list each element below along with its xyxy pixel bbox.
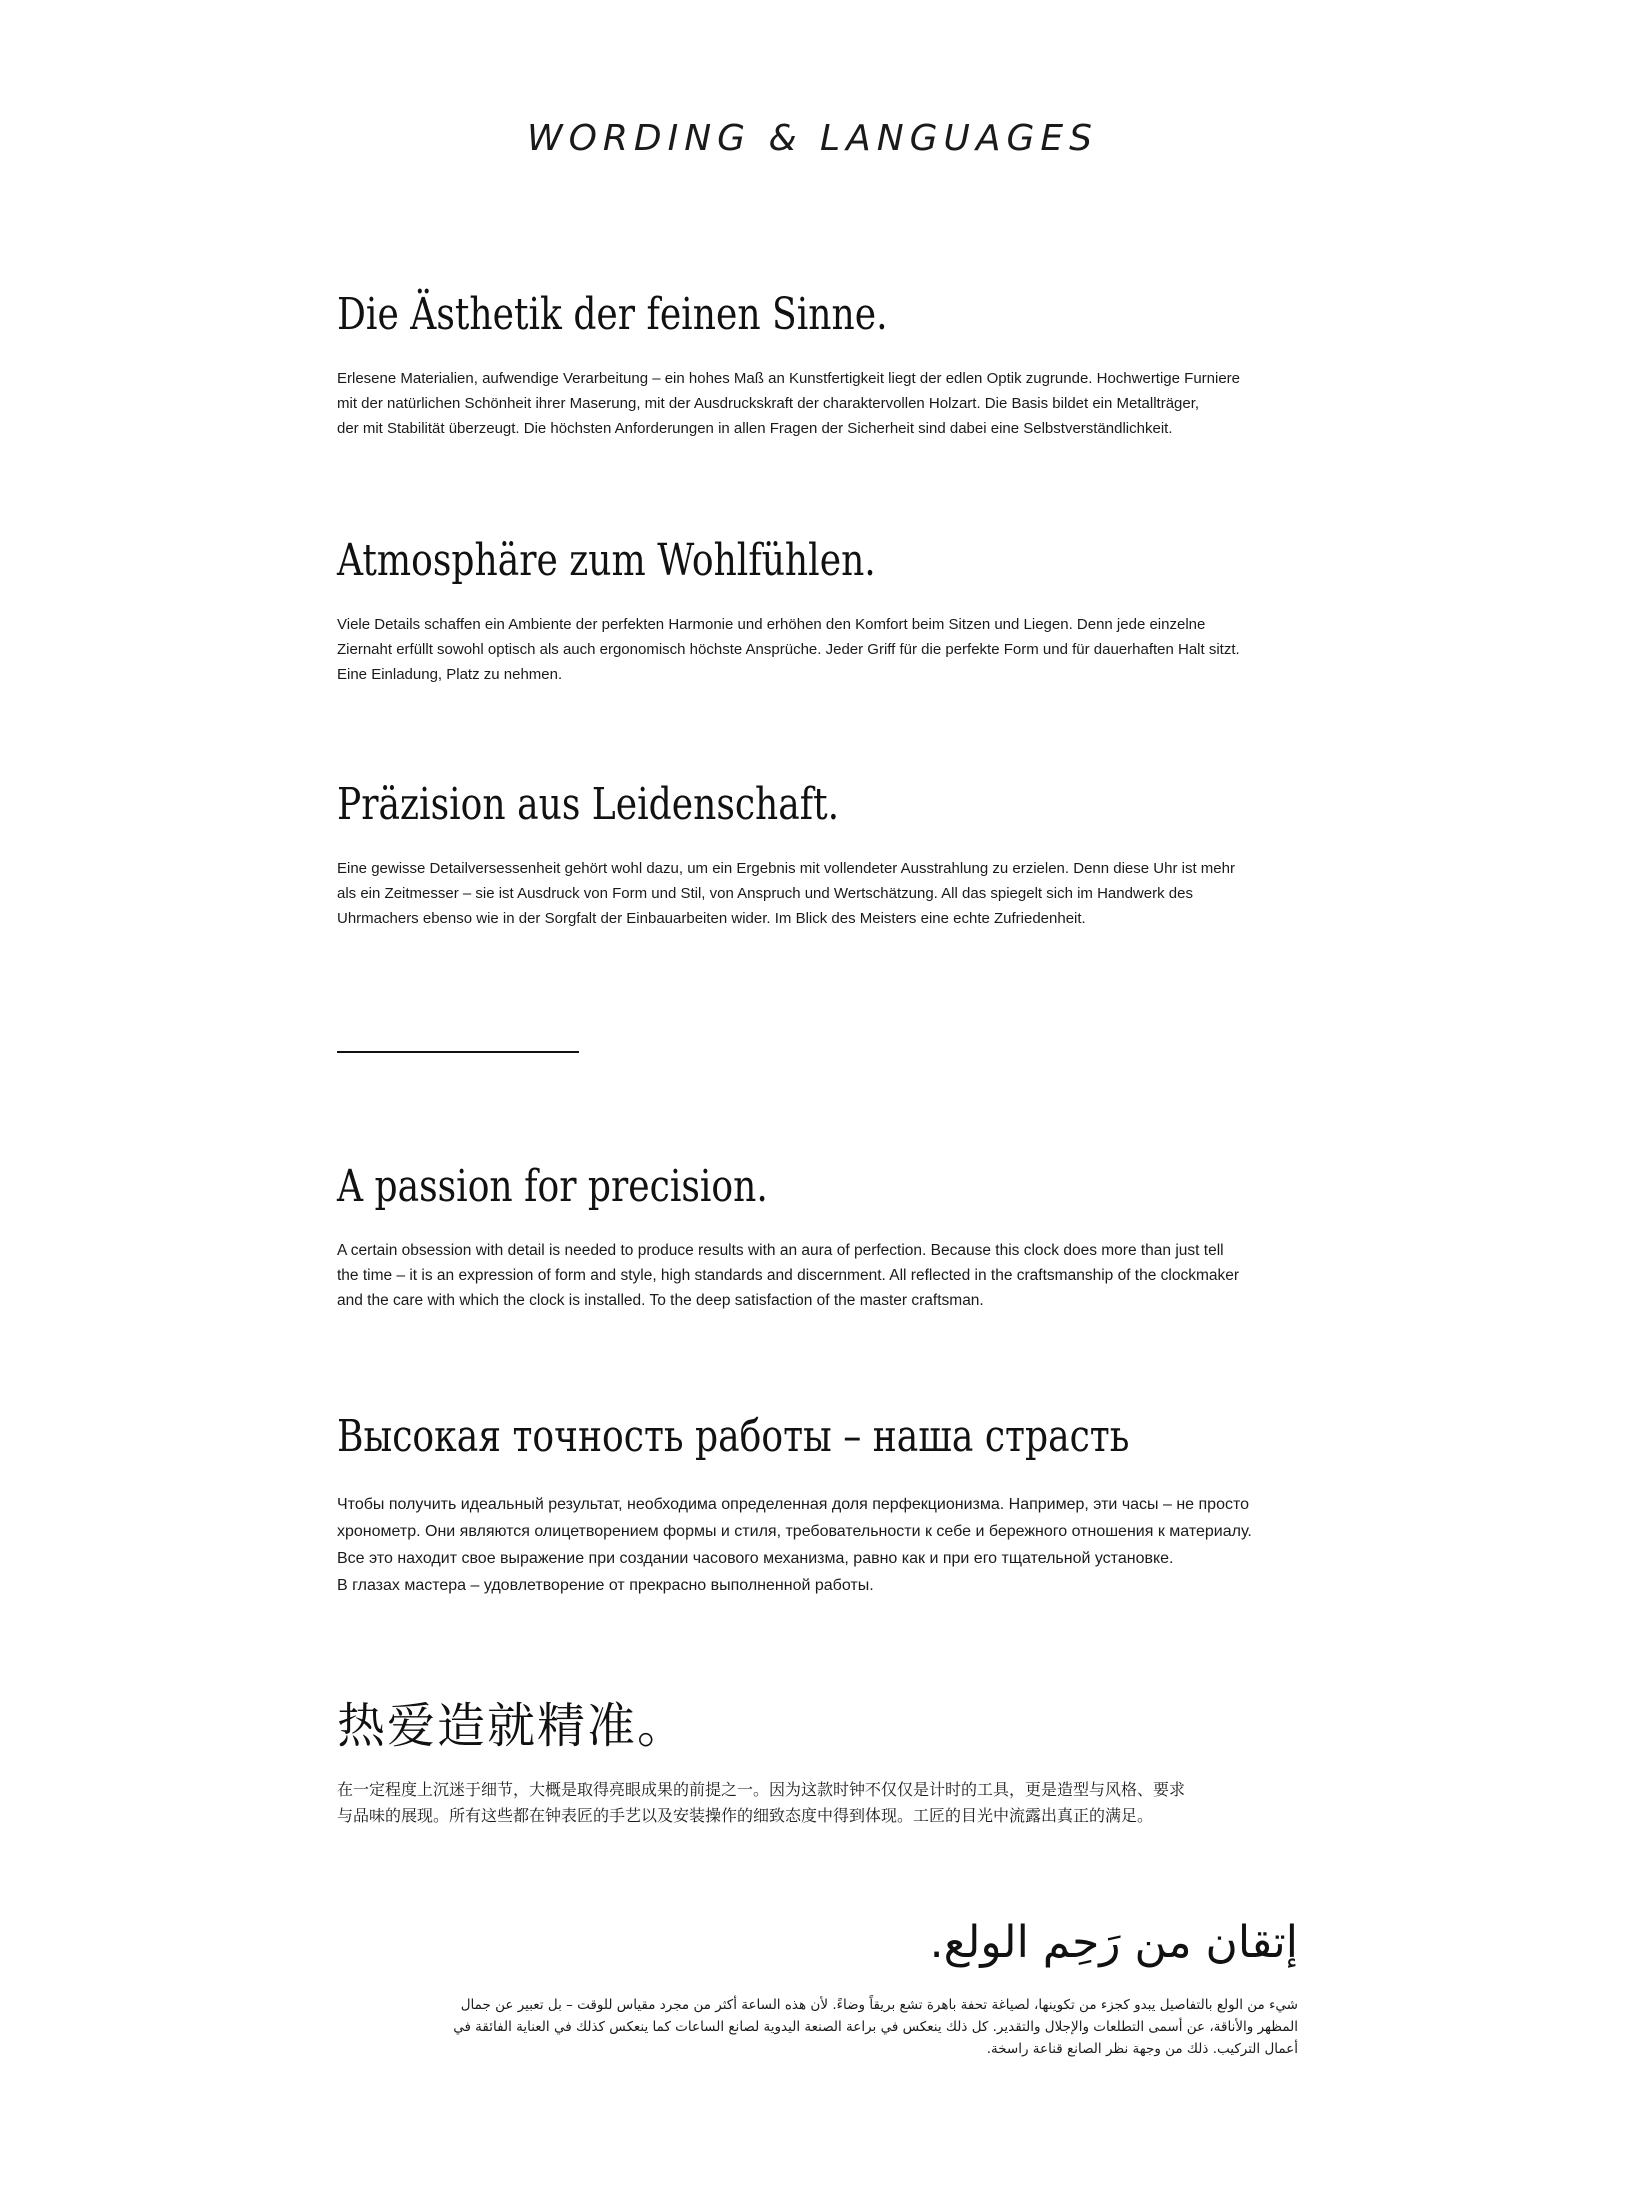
section-heading: 热爱造就精准。	[337, 1698, 688, 1754]
body-line: Чтобы получить идеальный результат, необходима определенная доля перфекционизма. Например, эти часы – не просто	[337, 1496, 1250, 1513]
body-line: mit der natürlichen Schönheit ihrer Maserung, mit der Ausdruckskraft der charaktervollen Holzart. Die Basis bildet ein Metallträger,	[337, 395, 1200, 412]
body-line: the time – it is an expression of form and style, high standards and discernment. All reflected in the craftsmanship of the clockmaker	[337, 1267, 1240, 1284]
page-title: WORDING & LANGUAGES	[526, 118, 1099, 159]
body-line: 与品味的展现。所有这些都在钟表匠的手艺以及安装操作的细致态度中得到体现。工匠的目光中流露出真正的满足。	[337, 1808, 1154, 1825]
body-line: Eine gewisse Detailversessenheit gehört wohl dazu, um ein Ergebnis mit vollendeter Ausstrahlung zu erzielen. Denn diese Uhr ist mehr	[337, 860, 1235, 877]
section-chinese	[337, 1696, 1299, 1830]
body-line: Uhrmachers ebenso wie in der Sorgfalt der Einbauarbeiten wider. Im Blick des Meisters eine echte Zufriedenheit.	[337, 910, 1086, 927]
section-atmosphaere	[337, 533, 1299, 687]
section-heading: Präzision aus Leidenschaft.	[337, 779, 840, 830]
body-line: 在一定程度上沉迷于细节，大概是取得亮眼成果的前提之一。因为这款时钟不仅仅是计时的工具，更是造型与风格、要求	[337, 1782, 1186, 1799]
body-line: Viele Details schaffen ein Ambiente der perfekten Harmonie und erhöhen den Komfort beim Sitzen und Liegen. Denn jede einzelne	[337, 616, 1206, 633]
section-heading: إتقان من رَحِم الولع.	[929, 1917, 1298, 1968]
body-line: المظهر والأناقة، عن أسمى التطلعات والإجلال والتقدير. كل ذلك ينعكس في براعة الصنعة اليدوية لصانع الساعات كما ينعكس كذلك في العناية الفائقة في	[453, 2019, 1298, 2035]
body-line: Ziernaht erfüllt sowohl optisch als auch ergonomisch höchste Ansprüche. Jeder Griff für die perfekte Form und für dauerhaften Halt sitzt.	[337, 641, 1240, 658]
section-body	[337, 1778, 1299, 1830]
section-body	[337, 612, 1299, 687]
section-body	[337, 1238, 1299, 1313]
body-line: أعمال التركيب. ذلك من وجهة نظر الصانع قناعة راسخة.	[986, 2041, 1298, 2057]
body-line: Все это находит свое выражение при создании часового механизма, равно как и при его тщательной установке.	[337, 1550, 1174, 1567]
body-line: als ein Zeitmesser – sie ist Ausdruck von Form und Stil, von Anspruch und Wertschätzung. All das spiegelt sich im Handwerk des	[337, 885, 1193, 902]
body-line: der mit Stabilität überzeugt. Die höchsten Anforderungen in allen Fragen der Sicherheit sind dabei eine Selbstverständlichkeit.	[337, 420, 1173, 437]
section-body	[337, 1491, 1299, 1599]
section-body	[337, 366, 1299, 441]
body-line: and the care with which the clock is installed. To the deep satisfaction of the master craftsman.	[337, 1292, 984, 1309]
section-english	[337, 1159, 1299, 1313]
section-heading: Die Ästhetik der feinen Sinne.	[337, 289, 888, 340]
section-heading: A passion for precision.	[337, 1161, 768, 1212]
section-russian	[337, 1409, 1299, 1599]
section-praezision	[337, 777, 1299, 931]
body-line: хронометр. Они являются олицетворением формы и стиля, требовательности к себе и бережного отношения к материалу.	[337, 1523, 1252, 1540]
body-line: Erlesene Materialien, aufwendige Verarbeitung – ein hohes Maß an Kunstfertigkeit liegt der edlen Optik zugrunde. Hochwertige Furniere	[337, 370, 1241, 387]
body-line: A certain obsession with detail is needed to produce results with an aura of perfection. Because this clock does more than just tell	[337, 1242, 1224, 1259]
section-divider	[337, 1051, 579, 1053]
body-line: В глазах мастера – удовлетворение от прекрасно выполненной работы.	[337, 1577, 874, 1594]
body-line: Eine Einladung, Platz zu nehmen.	[337, 666, 563, 683]
section-arabic	[430, 1912, 1298, 2060]
body-line: شيء من الولع بالتفاصيل يبدو كجزء من تكوينها، لصياغة تحفة باهرة تشع بريقاً وضاءً. لأن هذه الساعة أكثر من مجرد مقياس للوقت – بل تعبير عن جمال	[460, 1997, 1298, 2013]
section-body	[337, 856, 1299, 931]
section-aesthetik	[337, 287, 1299, 441]
section-heading: Atmosphäre zum Wohlfühlen.	[337, 535, 876, 586]
section-heading: Высокая точность работы – наша страсть	[337, 1411, 1130, 1462]
section-body	[430, 1994, 1298, 2060]
